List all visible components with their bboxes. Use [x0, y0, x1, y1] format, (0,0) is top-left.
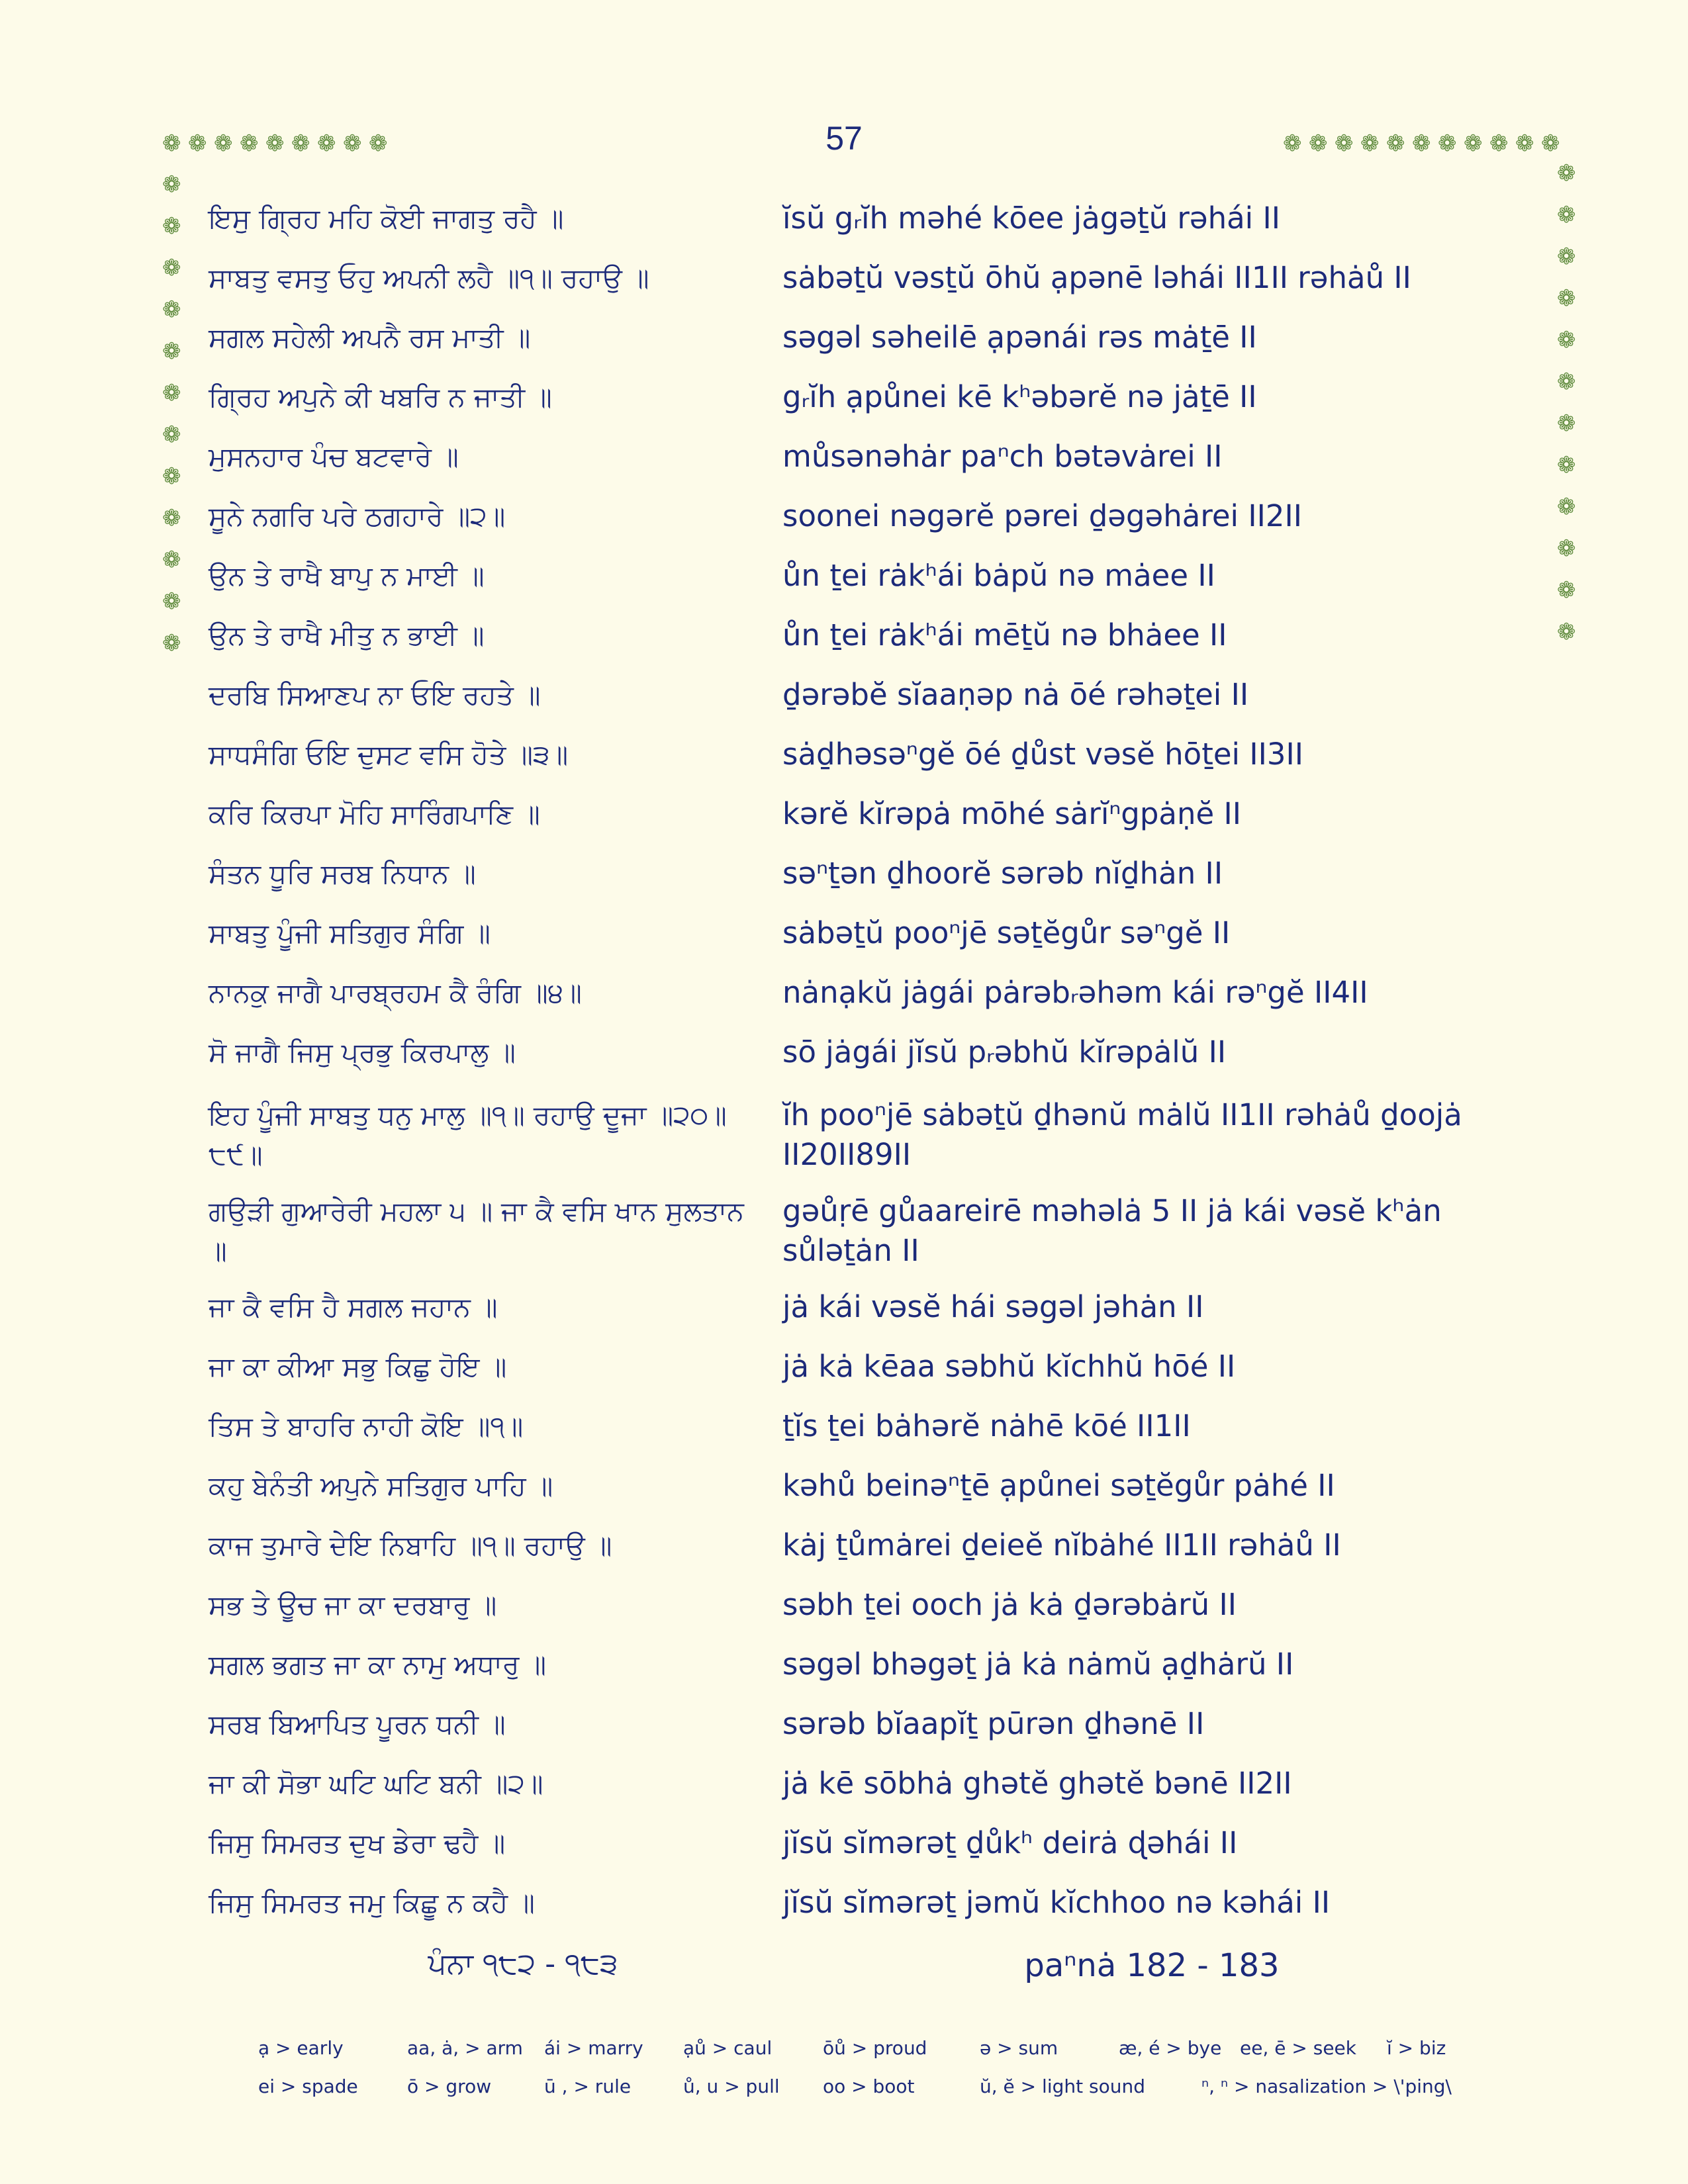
flower-icon: ❁: [162, 130, 181, 157]
flower-icon: ❁: [1412, 130, 1431, 157]
legend-entry: ⁿ, ⁿ > nasalization > \'ping\: [1201, 2075, 1452, 2097]
flower-icon: ❁: [1557, 452, 1576, 478]
transliteration-text: kȧj ṯůmȧrei ḏeieĕ nĭbȧhé II1II rəhȧů II: [782, 1527, 1341, 1563]
gurmukhi-text: ਸਾਧਸੰਗਿ ਓਇ ਦੁਸਟ ਵਸਿ ਹੋਤੇ ॥੩॥: [209, 739, 569, 770]
legend-entry: ū , > rule: [544, 2075, 632, 2097]
flower-icon: ❁: [1557, 494, 1576, 520]
transliteration-text: ůn ṯei rȧkʰái bȧpŭ nə mȧee II: [782, 558, 1215, 593]
verse-line: [0, 1032, 1688, 1092]
legend-entry: æ, é > bye: [1119, 2037, 1222, 2059]
gurmukhi-text: ਸਗਲ ਭਗਤ ਜਾ ਕਾ ਨਾਮੁ ਅਧਾਰੁ ॥: [209, 1649, 547, 1680]
transliteration-text: ůn ṯei rȧkʰái mēṯŭ nə bhȧee II: [782, 617, 1227, 653]
flower-icon: ❁: [343, 130, 362, 157]
transliteration-text: ḏərəbĕ sĭaaṇəp nȧ ōé rəhəṯei II: [782, 677, 1249, 712]
flower-icon: ❁: [162, 547, 181, 573]
verse-line: [0, 1287, 1688, 1347]
gurmukhi-text: ਉਨ ਤੇ ਰਾਖੈ ਮੀਤੁ ਨ ਭਾਈ ॥: [209, 619, 485, 651]
transliteration-text: gᵣĭh ạpůnei kē kʰəbərĕ nə jȧṯē II: [782, 379, 1257, 414]
gurmukhi-text: ਸਾਬਤੁ ਪੂੰਜੀ ਸਤਿਗੁਰ ਸੰਗਿ ॥: [209, 917, 491, 949]
flower-icon: ❁: [162, 380, 181, 406]
flower-icon: ❁: [162, 422, 181, 448]
legend-entry: ŭ, ĕ > light sound: [980, 2075, 1145, 2097]
verse-line: [0, 794, 1688, 854]
verse-line: [0, 318, 1688, 377]
verse-line: [0, 1883, 1688, 1942]
flower-icon: ❁: [240, 130, 259, 157]
verse-line: [0, 1406, 1688, 1466]
flower-icon: ❁: [1557, 327, 1576, 353]
verse-line: [0, 913, 1688, 973]
flower-icon: ❁: [162, 505, 181, 531]
transliteration-text: jȧ kái vəsĕ hái səgəl jəhȧn II: [782, 1289, 1204, 1324]
verse-line: [0, 496, 1688, 556]
flower-icon: ❁: [1386, 130, 1405, 157]
verse-line: [0, 973, 1688, 1032]
gurmukhi-text: ਸਗਲ ਸਹੇਲੀ ਅਪਨੈ ਰਸ ਮਾਤੀ ॥: [209, 322, 531, 353]
legend-entry: oo > boot: [823, 2075, 915, 2097]
legend-entry: ə > sum: [980, 2037, 1058, 2059]
flower-icon: ❁: [1335, 130, 1354, 157]
verse-line: [0, 854, 1688, 913]
flower-icon: ❁: [1360, 130, 1380, 157]
flower-icon: ❁: [265, 130, 285, 157]
gurmukhi-text: ਗਉੜੀ ਗੁਆਰੇਰੀ ਮਹਲਾ ੫ ॥ ਜਾ ਕੈ ਵਸਿ ਖਾਨ ਸੁਲਤਾਨ ॥: [209, 1195, 744, 1267]
flower-icon: ❁: [162, 588, 181, 615]
verse-line: [0, 556, 1688, 615]
flower-icon: ❁: [291, 130, 310, 157]
transliteration-text: jȧ kȧ kēaa səbhŭ kĭchhŭ hōé II: [782, 1349, 1236, 1384]
transliteration-text: səⁿṯən ḏhoorĕ sərəb nĭḏhȧn II: [782, 856, 1223, 891]
legend-entry: aa, ȧ, > arm: [407, 2037, 523, 2059]
gurmukhi-text: ਸਭ ਤੇ ਊਚ ਜਾ ਕਾ ਦਰਬਾਰੁ ॥: [209, 1589, 497, 1621]
verse-line: [0, 377, 1688, 437]
transliteration-text: můsənəhȧr paⁿch bətəvȧrei II: [782, 439, 1223, 474]
transliteration-text: kərĕ kĭrəpȧ mōhé sȧrĭⁿgpȧṇĕ II: [782, 796, 1242, 831]
gurmukhi-text: ਜਿਸੁ ਸਿਮਰਤ ਦੁਖ ਡੇਰਾ ਢਹੈ ॥: [209, 1827, 506, 1859]
transliteration-text: səgəl bhəgəṯ jȧ kȧ nȧmŭ ạḏhȧrŭ II: [782, 1647, 1294, 1682]
transliteration-text: ṯĭs ṯei bȧhərĕ nȧhē kōé II1II: [782, 1408, 1191, 1443]
flower-icon: ❁: [1557, 535, 1576, 562]
flower-icon: ❁: [1557, 285, 1576, 312]
gurmukhi-text: ਸੰਤਨ ਧੂਰਿ ਸਰਬ ਨਿਧਾਨ ॥: [209, 858, 476, 889]
transliteration-text: ĭh pooⁿjē sȧbəṯŭ ḏhənŭ mȧlŭ II1II rəhȧů ḏoojȧ II20II89II: [782, 1097, 1462, 1172]
transliteration-text: ĭsŭ gᵣĭh məhé kōee jȧgəṯŭ rəhái II: [782, 201, 1281, 236]
legend-entry: ạ > early: [258, 2037, 344, 2059]
verse-line: [0, 675, 1688, 735]
flower-icon: ❁: [162, 463, 181, 490]
flower-icon: ❁: [162, 255, 181, 281]
flower-icon: ❁: [1309, 130, 1328, 157]
flower-icon: ❁: [1557, 410, 1576, 437]
verse-line: [0, 1466, 1688, 1525]
gurmukhi-text: ਸਰਬ ਬਿਆਪਿਤ ਪੂਰਨ ਧਨੀ ॥: [209, 1708, 506, 1740]
transliteration-text: nȧnạkŭ jȧgái pȧrəbᵣəhəm kái rəⁿgĕ II4II: [782, 975, 1368, 1010]
transliteration-text: sō jȧgái jĭsŭ pᵣəbhŭ kĭrəpȧlŭ II: [782, 1034, 1227, 1069]
verse-line: [0, 1095, 1688, 1172]
legend-entry: ái > marry: [544, 2037, 643, 2059]
verse-line: [0, 615, 1688, 675]
flower-icon: ❁: [162, 296, 181, 323]
legend-entry: ạů > caul: [683, 2037, 773, 2059]
verse-line: [0, 735, 1688, 794]
flower-icon: ❁: [1515, 130, 1534, 157]
transliteration-text: sȧbəṯŭ pooⁿjē səṯĕgůr səⁿgĕ II: [782, 915, 1231, 950]
gurmukhi-text: ਕਹੁ ਬੇਨੰਤੀ ਅਪੁਨੇ ਸਤਿਗੁਰ ਪਾਹਿ ॥: [209, 1470, 553, 1502]
flower-icon: ❁: [1557, 619, 1576, 645]
verse-line: [0, 1525, 1688, 1585]
gurmukhi-text: ਕਾਜ ਤੁਮਾਰੇ ਦੇਇ ਨਿਬਾਹਿ ॥੧॥ ਰਹਾਉ ॥: [209, 1529, 612, 1561]
flower-icon: ❁: [1557, 160, 1576, 187]
gurmukhi-text: ਜਾ ਕਾ ਕੀਆ ਸਭੁ ਕਿਛੁ ਹੋਇ ॥: [209, 1351, 507, 1383]
transliteration-text: səgəl səheilē ạpənái rəs mȧṯē II: [782, 320, 1257, 355]
transliteration-text: kəhů beinəⁿṯē ạpůnei səṯĕgůr pȧhé II: [782, 1468, 1335, 1503]
transliteration-text: gəůṛē gůaareirē məhəlȧ 5 II jȧ kái vəsĕ kʰȧn sůləṯȧn II: [782, 1193, 1442, 1268]
gurmukhi-text: ਜਿਸੁ ਸਿਮਰਤ ਜਮੁ ਕਿਛੂ ਨ ਕਹੈ ॥: [209, 1887, 535, 1919]
verse-line: [0, 1347, 1688, 1406]
gurmukhi-text: ਜਾ ਕੈ ਵਸਿ ਹੈ ਸਗਲ ਜਹਾਨ ॥: [209, 1291, 498, 1323]
legend-entry: ōů > proud: [823, 2037, 927, 2059]
flower-icon: ❁: [1541, 130, 1560, 157]
flower-icon: ❁: [1464, 130, 1483, 157]
flower-icon: ❁: [214, 130, 233, 157]
gurmukhi-text: ਜਾ ਕੀ ਸੋਭਾ ਘਟਿ ਘਟਿ ਬਨੀ ॥੨॥: [209, 1768, 543, 1799]
verse-line: [0, 1823, 1688, 1883]
gurmukhi-text: ਕਰਿ ਕਿਰਪਾ ਮੋਹਿ ਸਾਰਿੰਗਪਾਣਿ ॥: [209, 798, 540, 830]
gurmukhi-text: ਗ੍ਰਿਹ ਅਪੁਨੇ ਕੀ ਖਬਰਿ ਨ ਜਾਤੀ ॥: [209, 381, 552, 413]
verse-line: [0, 1585, 1688, 1645]
legend-entry: ů, u > pull: [683, 2075, 780, 2097]
flower-icon: ❁: [369, 130, 388, 157]
legend-entry: ei > spade: [258, 2075, 358, 2097]
verse-line: [0, 1191, 1688, 1268]
flower-icon: ❁: [1557, 577, 1576, 604]
legend-entry: ĭ > biz: [1387, 2037, 1446, 2059]
gurmukhi-text: ਸੂਨੇ ਨਗਰਿ ਪਰੇ ਠਗਹਾਰੇ ॥੨॥: [209, 500, 506, 532]
gurmukhi-text: ਨਾਨਕੁ ਜਾਗੈ ਪਾਰਬ੍ਰਹਮ ਕੈ ਰੰਗਿ ॥੪॥: [209, 977, 582, 1009]
transliteration-text: sȧbəṯŭ vəsṯŭ ōhŭ ạpənē ləhái II1II rəhȧů II: [782, 260, 1411, 295]
verse-line: [0, 437, 1688, 496]
verse-line: [0, 1645, 1688, 1704]
gurmukhi-text: ਇਸੁ ਗ੍ਰਿਹ ਮਹਿ ਕੋਈ ਜਾਗਤੁ ਰਹੈ ॥: [209, 203, 564, 234]
footer-page-translit: paⁿnȧ 182 - 183: [1024, 1947, 1280, 1984]
verse-line: [0, 1704, 1688, 1764]
gurmukhi-text: ਸੋ ਜਾਗੈ ਜਿਸੁ ਪ੍ਰਭੁ ਕਿਰਪਾਲੁ ॥: [209, 1036, 516, 1068]
flower-icon: ❁: [1283, 130, 1302, 157]
transliteration-text: sȧḏhəsəⁿgĕ ōé ḏůst vəsĕ hōṯei II3II: [782, 737, 1304, 772]
transliteration-text: səbh ṯei ooch jȧ kȧ ḏərəbȧrŭ II: [782, 1587, 1237, 1622]
legend-entry: ee, ē > seek: [1240, 2037, 1356, 2059]
verse-line: [0, 199, 1688, 258]
transliteration-text: jĭsŭ sĭmərəṯ jəmŭ kĭchhoo nə kəhái II: [782, 1885, 1331, 1920]
gurmukhi-text: ਮੁਸਨਹਾਰ ਪੰਚ ਬਟਵਾਰੇ ॥: [209, 441, 459, 473]
flower-icon: ❁: [162, 213, 181, 240]
flower-icon: ❁: [1489, 130, 1509, 157]
legend-entry: ō > grow: [407, 2075, 492, 2097]
flower-icon: ❁: [162, 338, 181, 365]
transliteration-text: soonei nəgərĕ pərei ḏəgəhȧrei II2II: [782, 498, 1303, 533]
transliteration-text: jĭsŭ sĭmərəṯ ḏůkʰ deirȧ ɖəhái II: [782, 1825, 1238, 1860]
gurmukhi-text: ਤਿਸ ਤੇ ਬਾਹਰਿ ਨਾਹੀ ਕੋਇ ॥੧॥: [209, 1410, 524, 1442]
transliteration-text: jȧ kē sōbhȧ ghətĕ ghətĕ bənē II2II: [782, 1766, 1292, 1801]
gurmukhi-text: ਇਹ ਪੂੰਜੀ ਸਾਬਤੁ ਧਨੁ ਮਾਲੁ ॥੧॥ ਰਹਾਉ ਦੂਜਾ ॥੨੦॥੮੯॥: [209, 1099, 727, 1171]
flower-icon: ❁: [188, 130, 207, 157]
transliteration-text: sərəb bĭaapĭṯ pūrən ḏhənē II: [782, 1706, 1205, 1741]
flower-icon: ❁: [1557, 244, 1576, 270]
footer-page-gurmukhi: ਪੰਨਾ ੧੮੨ - ੧੮੩: [428, 1947, 618, 1981]
gurmukhi-text: ਦਰਬਿ ਸਿਆਣਪ ਨਾ ਓਇ ਰਹਤੇ ॥: [209, 679, 541, 711]
flower-icon: ❁: [1557, 369, 1576, 395]
flower-icon: ❁: [162, 171, 181, 198]
verse-line: [0, 1764, 1688, 1823]
verse-line: [0, 255, 1688, 318]
gurmukhi-text: ਸਾਬਤੁ ਵਸਤੁ ਓਹੁ ਅਪਨੀ ਲਹੈ ॥੧॥ ਰਹਾਉ ॥: [209, 262, 649, 294]
flower-icon: ❁: [1438, 130, 1457, 157]
page-number: 57: [825, 120, 863, 157]
flower-icon: ❁: [1557, 202, 1576, 228]
gurmukhi-text: ਉਨ ਤੇ ਰਾਖੈ ਬਾਪੁ ਨ ਮਾਈ ॥: [209, 560, 485, 592]
flower-icon: ❁: [317, 130, 336, 157]
flower-icon: ❁: [162, 630, 181, 657]
